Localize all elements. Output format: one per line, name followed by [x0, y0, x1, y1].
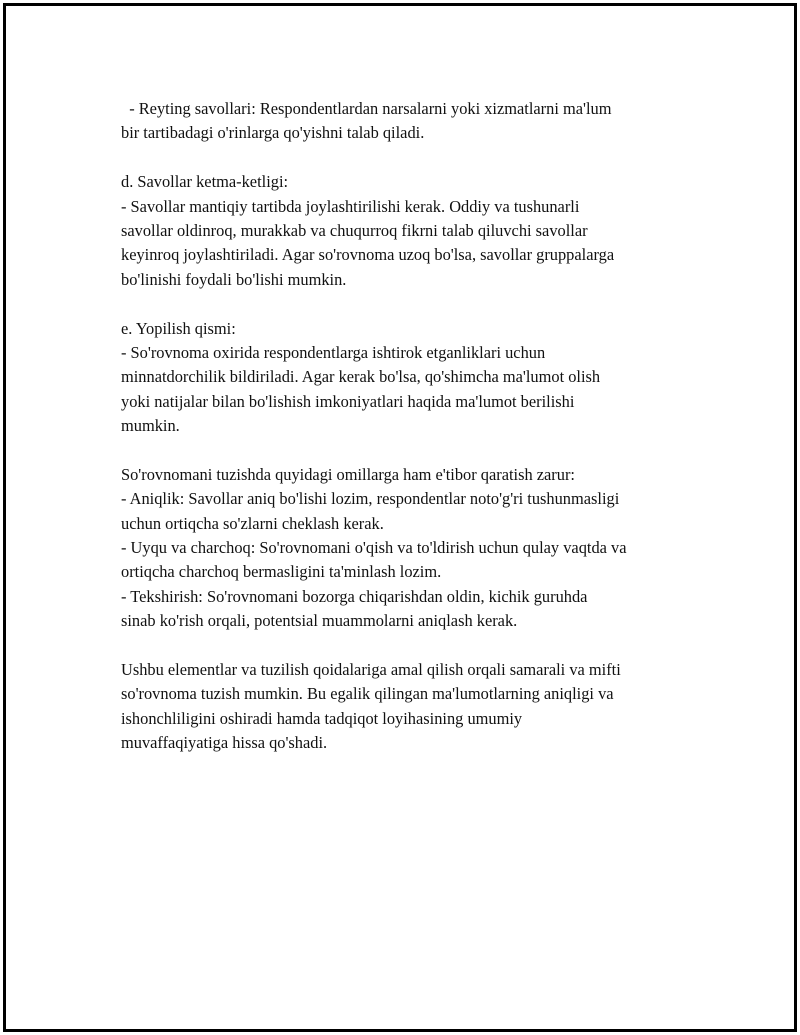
text-line: - Savollar mantiqiy tartibda joylashtirilishi kerak. Oddiy va tushunarli	[121, 196, 580, 216]
document-body	[121, 97, 711, 756]
text-line: savollar oldinroq, murakkab va chuqurroq fikrni talab qiluvchi savollar	[121, 220, 588, 240]
text-line: - Reyting savollari: Respondentlardan narsalarni yoki xizmatlarni ma'lum	[121, 99, 612, 118]
text-line: So'rovnomani tuzishda quyidagi omillarga ham e'tibor qaratish zarur:	[121, 464, 575, 484]
text-line: Ushbu elementlar va tuzilish qoidalariga amal qilish orqali samarali va mifti	[121, 659, 621, 679]
blank-line	[121, 146, 711, 170]
text-line: - Uyqu va charchoq: So'rovnomani o'qish va to'ldirish uchun qulay vaqtda va	[121, 538, 627, 558]
text-line: so'rovnoma tuzish mumkin. Bu egalik qilingan ma'lumotlarning aniqligi va	[121, 684, 614, 704]
text-line: minnatdorchilik bildiriladi. Agar kerak bo'lsa, qo'shimcha ma'lumot olish	[121, 367, 601, 387]
text-line: - So'rovnoma oxirida respondentlarga ishtirok etganliklari uchun	[121, 342, 546, 362]
text-line: sinab ko'rish orqali, potentsial muammolarni aniqlash kerak.	[121, 611, 518, 631]
text-line: - Tekshirish: So'rovnomani bozorga chiqarishdan oldin, kichik guruhda	[121, 586, 588, 606]
page-frame	[3, 3, 797, 1032]
blank-line	[121, 438, 711, 462]
section-heading: d. Savollar ketma-ketligi:	[121, 172, 289, 192]
section-heading: e. Yopilish qismi:	[121, 318, 236, 338]
text-line: - Aniqlik: Savollar aniq bo'lishi lozim, respondentlar noto'g'ri tushunmasligi	[121, 489, 620, 509]
text-line: uchun ortiqcha so'zlarni cheklash kerak.	[121, 513, 384, 533]
text-line: ishonchliligini oshiradi hamda tadqiqot loyihasining umumiy	[121, 708, 523, 728]
text-line: mumkin.	[121, 416, 180, 436]
text-line: ortiqcha charchoq bermasligini ta'minlash lozim.	[121, 562, 442, 582]
text-line: yoki natijalar bilan bo'lishish imkoniyatlari haqida ma'lumot berilishi	[121, 391, 575, 411]
text-line: keyinroq joylashtiriladi. Agar so'rovnoma uzoq bo'lsa, savollar gruppalarga	[121, 245, 615, 265]
text-line: muvaffaqiyatiga hissa qo'shadi.	[121, 733, 328, 753]
blank-line	[121, 634, 711, 658]
blank-line	[121, 292, 711, 316]
text-line: bo'linishi foydali bo'lishi mumkin.	[121, 269, 347, 289]
text-line: bir tartibadagi o'rinlarga qo'yishni talab qiladi.	[121, 123, 425, 143]
